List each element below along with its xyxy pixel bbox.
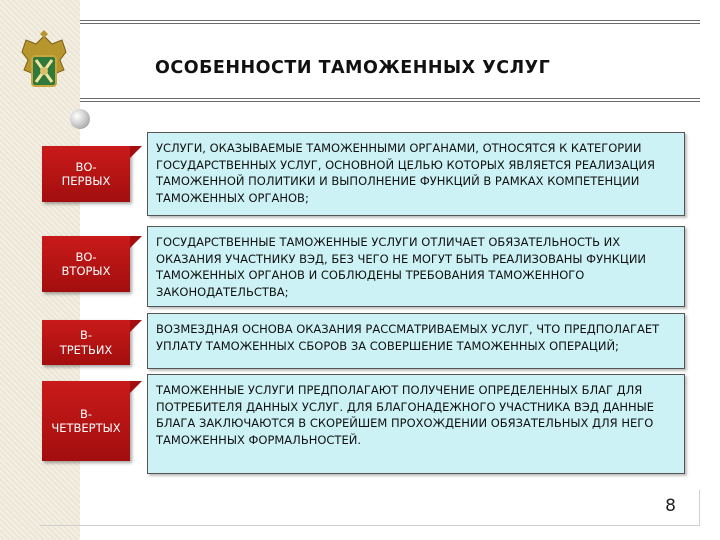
- item-label-4: [42, 381, 130, 461]
- header-top-rule: [80, 20, 700, 24]
- item-description-1: [147, 132, 685, 216]
- item-description-text: ГОСУДАРСТВЕННЫЕ ТАМОЖЕННЫЕ УСЛУГИ ОТЛИЧАЕТ ОБЯЗАТЕЛЬНОСТЬ ИХ ОКАЗАНИЯ УЧАСТНИКУ ВЭД, БЕЗ ЧЕГО НЕ МОГУТ БЫТЬ РЕАЛИЗОВАНЫ ФУНКЦИИ ТАМОЖЕННЫХ ОРГАНОВ И СОБЛЮДЕНЫ ТРЕБОВАНИЯ ТАМОЖЕННОГО ЗАКОНОДАТЕЛЬСТВА;: [156, 235, 647, 299]
- item-label-1: [42, 146, 130, 202]
- item-description-2: [147, 226, 685, 307]
- footer-rule: [40, 525, 700, 526]
- page-title: ОСОБЕННОСТИ ТАМОЖЕННЫХ УСЛУГ: [155, 58, 551, 78]
- item-description-text: УСЛУГИ, ОКАЗЫВАЕМЫЕ ТАМОЖЕННЫМИ ОРГАНАМИ, ОТНОСЯТСЯ К КАТЕГОРИИ ГОСУДАРСТВЕННЫХ УСЛУГ, ОСНОВНОЙ ЦЕЛЬЮ КОТОРЫХ ЯВЛЯЕТСЯ РЕАЛИЗАЦИЯ ТАМОЖЕННОЙ ПОЛИТИКИ И ВЫПОЛНЕНИЕ ФУНКЦИЙ В РАМКАХ КОМПЕТЕНЦИИ ТАМОЖЕННЫХ ОРГАНОВ;: [156, 141, 655, 205]
- item-description-text: ТАМОЖЕННЫЕ УСЛУГИ ПРЕДПОЛАГАЮТ ПОЛУЧЕНИЕ ОПРЕДЕЛЕННЫХ БЛАГ ДЛЯ ПОТРЕБИТЕЛЯ ДАННЫХ УСЛУГ. ДЛЯ БЛАГОНАДЕЖНОГО УЧАСТНИКА ВЭД ДАННЫЕ БЛАГА ЗАКЛЮЧАЮТСЯ В СКОРЕЙШЕМ ПРОХОЖДЕНИИ ОБЯЗАТЕЛЬНЫХ ДЛЯ НЕГО ТАМОЖЕННЫХ ФОРМАЛЬНОСТЕЙ.: [156, 383, 655, 447]
- customs-emblem-icon: [14, 30, 74, 102]
- item-description-text: ВОЗМЕЗДНАЯ ОСНОВА ОКАЗАНИЯ РАССМАТРИВАЕМЫХ УСЛУГ, ЧТО ПРЕДПОЛАГАЕТ УПЛАТУ ТАМОЖЕННЫХ СБОРОВ ЗА СОВЕРШЕНИЕ ТАМОЖЕННЫХ ОПЕРАЦИЙ;: [156, 322, 660, 353]
- item-description-3: [147, 313, 685, 369]
- item-label-text: В- ТРЕТЬИХ: [59, 328, 113, 357]
- header-bottom-rule: [80, 98, 700, 102]
- footer-vertical-rule: [699, 490, 700, 526]
- item-description-4: [147, 374, 685, 474]
- item-label-2: [42, 236, 130, 292]
- decorative-sphere: [70, 109, 90, 129]
- item-label-3: [42, 320, 130, 365]
- item-label-text: ВО- ВТОРЫХ: [61, 249, 111, 278]
- item-label-text: В- ЧЕТВЕРТЫХ: [51, 406, 121, 435]
- item-label-text: ВО- ПЕРВЫХ: [61, 159, 111, 188]
- page-number: 8: [665, 496, 676, 516]
